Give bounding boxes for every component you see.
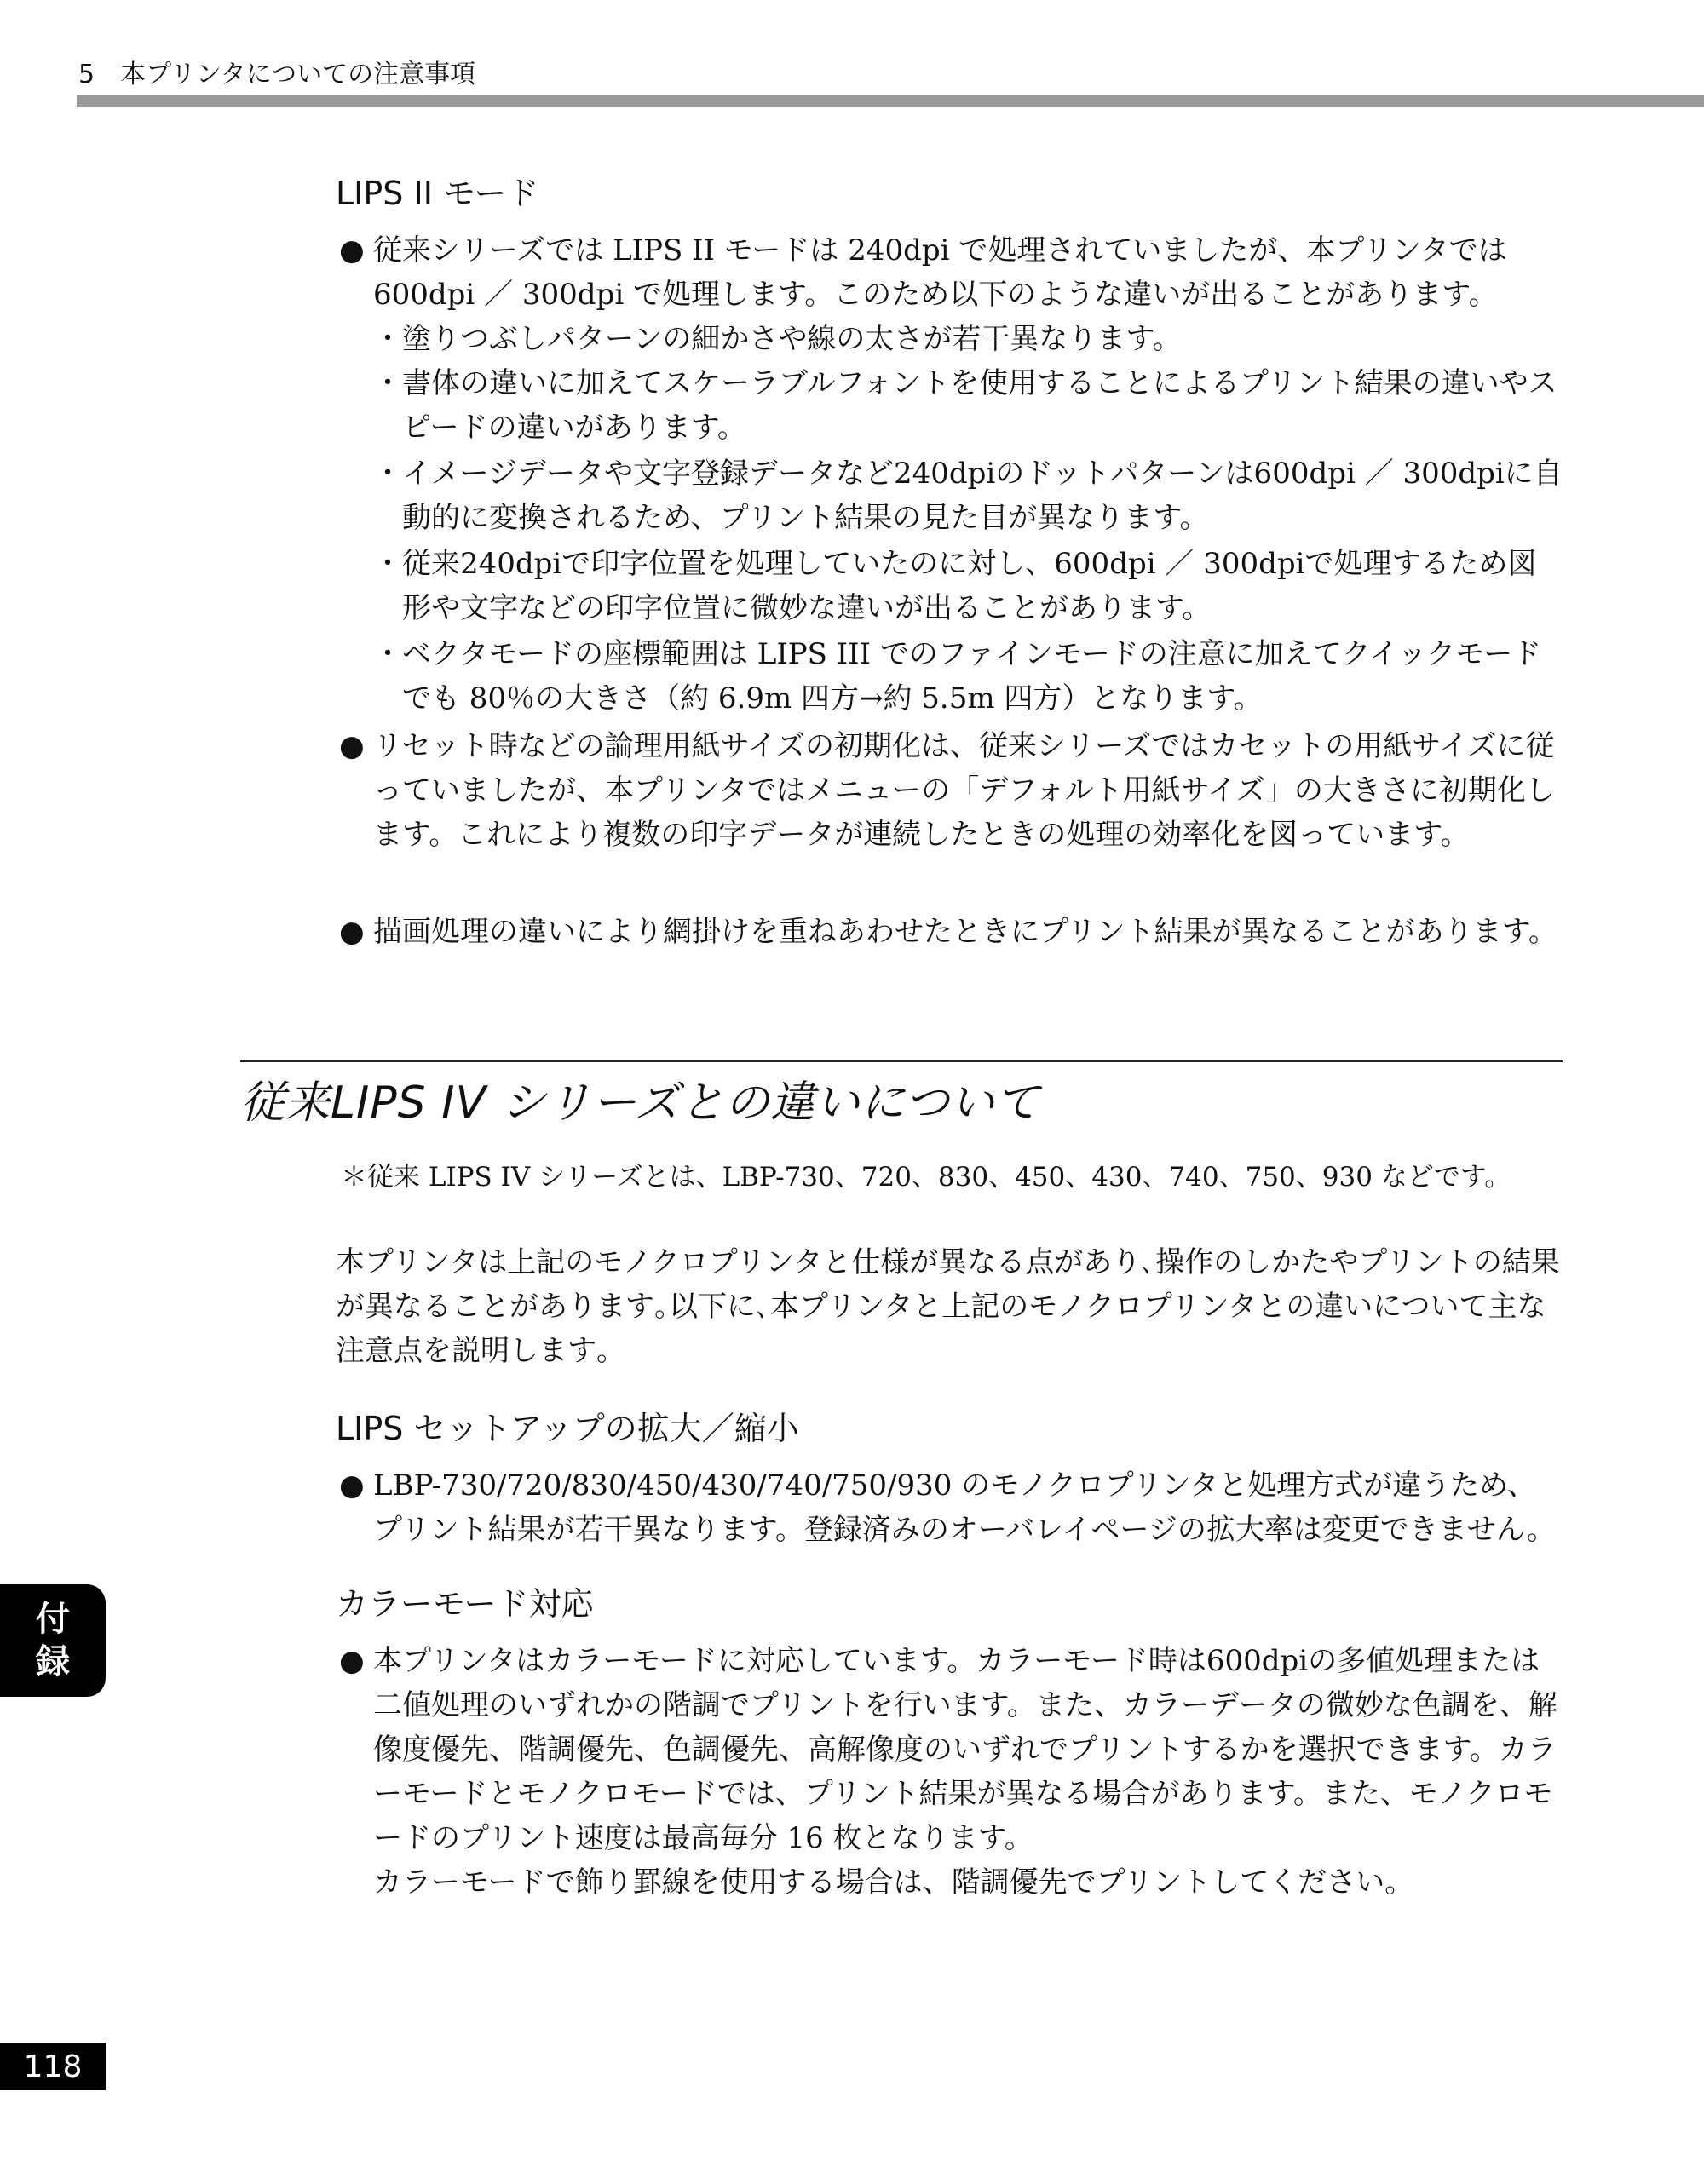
lips2-heading: LIPS II モード (336, 175, 539, 212)
tab-char-1: 付 (36, 1600, 70, 1639)
lips2-sub-item-3: イメージデータや文字登録データなど240dpiのドットパターンは600dpi ／ 300dpiに自動的に変換されるため、プリント結果の見た目が異なります。 (402, 457, 1563, 535)
bullet-marker: ● (339, 233, 365, 267)
sub-marker: ・ (373, 366, 402, 400)
color-mode-extra: カラーモードで飾り罫線を使用する場合は、階調優先でプリントしてください。 (373, 1865, 1414, 1900)
series-note: ＊従来 LIPS IV シリーズとは、LBP-730、720、830、450、430、740、750、930 などです。 (341, 1162, 1511, 1193)
lips2-sub-item-5: ベクタモードの座標範囲は LIPS III でのファインモードの注意に加えてクイックモードでも 80％の大きさ（約 6.9m 四方→約 5.5m 四方）となります。 (402, 637, 1542, 716)
sub-marker: ・ (373, 637, 402, 671)
sub-marker: ・ (373, 547, 402, 581)
setup-heading: LIPS セットアップの拡大／縮小 (336, 1410, 799, 1447)
color-mode-bullet (373, 1639, 1564, 1905)
lips2-bullet-3: 描画処理の違いにより網掛けを重ねあわせたときにプリント結果が異なることがあります。 (373, 915, 1557, 949)
lips2-sub-item-2: 書体の違いに加えてスケーラブルフォントを使用することによるプリント結果の違いやスピードの違いがあります。 (402, 366, 1557, 445)
page-number: 118 (0, 2043, 106, 2090)
section-rule (240, 1060, 1563, 1062)
lips2-sub-item-4: 従来240dpiで印字位置を処理していたのに対し、600dpi ／ 300dpiで処理するため図形や文字などの印字位置に微妙な違いが出ることがあります。 (402, 547, 1537, 625)
intro-paragraph: 本プリンタは上記のモノクロプリンタと仕様が異なる点があり､操作のしかたやプリントの結果が異なることがあります｡以下に､本プリンタと上記のモノクロプリンタとの違いについて主な注意点を説明します｡ (336, 1245, 1560, 1368)
section-title: 従来LIPS IV シリーズとの違いについて (240, 1078, 1040, 1129)
lips2-bullet-1: 従来シリーズでは LIPS II モードは 240dpi で処理されていましたが、本プリンタでは 600dpi ／ 300dpi で処理します。このため以下のような違いが出ることがあります。 (373, 233, 1507, 312)
tab-char-2: 録 (36, 1642, 70, 1681)
chapter-header: 5 本プリンタについての注意事項 (78, 60, 476, 89)
bullet-marker: ● (339, 915, 365, 949)
appendix-tab (0, 1584, 106, 1697)
bullet-marker: ● (339, 729, 365, 763)
sub-marker: ・ (373, 322, 402, 356)
bullet-marker: ● (339, 1468, 365, 1503)
lips2-sub-item-1: 塗りつぶしパターンの細かさや線の太さが若干異なります。 (402, 322, 1182, 356)
header-bar (77, 95, 1704, 107)
sub-marker: ・ (373, 457, 402, 491)
color-mode-text: 本プリンタはカラーモードに対応しています。カラーモード時は600dpiの多値処理または二値処理のいずれかの階調でプリントを行います。また、カラーデータの微妙な色調を、解像度優先、階調優先、色調優先、高解像度のいずれでプリントするかを選択できます。カラーモードとモノクロモードでは、プリント結果が異なる場合があります。また、モノクロモードのプリント速度は最高毎分 16 枚となります。 (373, 1644, 1557, 1855)
setup-bullet: LBP-730/720/830/450/430/740/750/930 のモノクロプリンタと処理方式が違うため、プリント結果が若干異なります。登録済みのオーバレイページの拡大率は変更できません。 (373, 1468, 1556, 1547)
lips2-bullet-2: リセット時などの論理用紙サイズの初期化は、従来シリーズではカセットの用紙サイズに従っていましたが、本プリンタではメニューの「デフォルト用紙サイズ」の大きさに初期化します。これにより複数の印字データが連続したときの処理の効率化を図っています。 (373, 729, 1555, 852)
bullet-marker: ● (339, 1644, 365, 1678)
color-mode-heading: カラーモード対応 (336, 1585, 594, 1623)
